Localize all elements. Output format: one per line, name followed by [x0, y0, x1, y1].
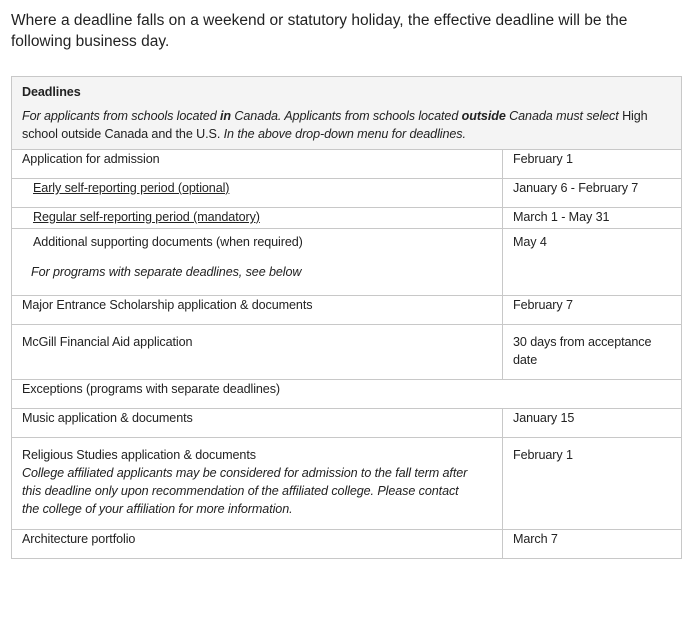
- row-date: January 15: [503, 409, 682, 438]
- deadlines-table: [11, 76, 682, 559]
- row-label: Music application & documents: [12, 409, 503, 438]
- table-row: [12, 179, 682, 208]
- table-row: [12, 150, 682, 179]
- regular-self-reporting-link[interactable]: Regular self-reporting period (mandatory): [33, 210, 260, 224]
- note-part-3: Canada must select: [505, 109, 623, 123]
- row-label: McGill Financial Aid application: [12, 325, 503, 380]
- table-row: [12, 409, 682, 438]
- table-row: [12, 229, 682, 296]
- row-label: Additional supporting documents (when required): [33, 235, 303, 249]
- table-note: [22, 107, 671, 149]
- row-date: February 1: [503, 150, 682, 179]
- row-label: Application for admission: [12, 150, 503, 179]
- intro-paragraph: Where a deadline falls on a weekend or statutory holiday, the effective deadline will be the following business day.: [11, 12, 628, 50]
- table-row: [12, 325, 682, 380]
- row-date: February 7: [503, 296, 682, 325]
- row-date: January 6 - February 7: [503, 179, 682, 208]
- row-label-cell: [12, 438, 503, 530]
- exceptions-title: Exceptions (programs with separate deadlines): [12, 380, 682, 409]
- row-date: March 1 - May 31: [503, 208, 682, 229]
- row-label-cell: [12, 179, 503, 208]
- exceptions-header-row: [12, 380, 682, 409]
- table-header-cell: [12, 77, 682, 150]
- row-label-cell: [12, 229, 503, 296]
- row-label: Major Entrance Scholarship application & documents: [12, 296, 503, 325]
- table-row: [12, 296, 682, 325]
- row-sub-note: For programs with separate deadlines, see below: [31, 265, 302, 279]
- row-label: Religious Studies application & documents: [22, 448, 256, 462]
- table-header-row: [12, 77, 682, 150]
- row-label-cell: [12, 208, 503, 229]
- early-self-reporting-link[interactable]: Early self-reporting period (optional): [33, 181, 230, 195]
- row-date: 30 days from acceptance date: [503, 325, 682, 380]
- row-date: February 1: [503, 438, 682, 530]
- note-high-school-option: High school outside Canada and the U.S.: [22, 109, 648, 141]
- note-part-4: In the above drop-down menu for deadlines.: [220, 127, 466, 141]
- note-outside: outside: [461, 109, 506, 123]
- row-date: May 4: [503, 229, 682, 296]
- note-part-2: Canada. Applicants from schools located: [231, 109, 462, 123]
- note-part-1: For applicants from schools located: [22, 109, 220, 123]
- note-in: in: [220, 109, 231, 123]
- table-row: [12, 438, 682, 530]
- row-label: Architecture portfolio: [12, 530, 503, 559]
- table-title: Deadlines: [22, 85, 81, 99]
- table-row: [12, 208, 682, 229]
- row-date: March 7: [503, 530, 682, 559]
- table-row: [12, 530, 682, 559]
- row-sub-note: College affiliated applicants may be considered for admission to the fall term after this deadline only upon recommendation of the affiliated college. Please contact the college of your affiliation for more information.: [22, 466, 468, 516]
